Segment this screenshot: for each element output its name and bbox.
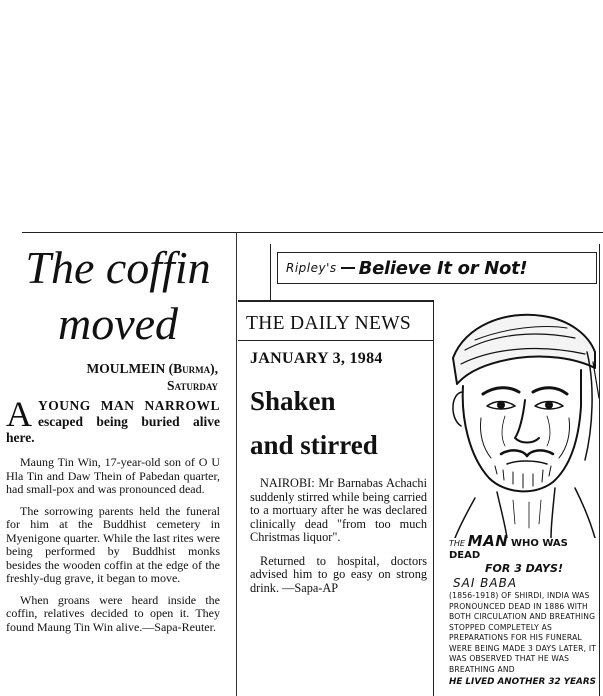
- article-paragraph: When groans were heard inside the coffin, relatives decided to open it. They found Maung Tin Win alive.—Sapa-Reuter.: [6, 592, 220, 634]
- masthead: THE DAILY NEWS: [246, 313, 412, 334]
- news-date: JANUARY 3, 1984: [250, 350, 383, 367]
- daily-news-article: [238, 300, 434, 696]
- news-paragraph: NAIROBI: Mr Barnabas Achachi suddenly stirred while being carried to a mortuary after he was declared clinically dead "from too much Christmas liquor".: [250, 476, 427, 544]
- masthead-rule: [238, 340, 433, 341]
- ripley-title: Believe It or Not!: [358, 257, 528, 279]
- caption-man: MAN: [467, 532, 509, 550]
- lead-upper: YOUNG MAN NARROWL: [38, 398, 220, 413]
- column-rule: [236, 232, 237, 696]
- article-paragraph: The sorrowing parents held the funeral for him at the Buddhist cemetery in Myenigone quarter. While the last rites were being performed by Buddhist monks besides the wooden coffin at the edge of the freshly-dug grave, it began to move.: [6, 503, 220, 585]
- ripley-dash: [341, 267, 355, 269]
- lead-lower: escaped being buried alive here.: [6, 414, 220, 445]
- news-headline-line-2: and stirred: [250, 430, 378, 460]
- news-headline-line-1: Shaken: [250, 386, 336, 416]
- ripley-caption: [449, 532, 599, 688]
- caption-days: FOR 3 DAYS!: [485, 562, 563, 575]
- caption-body: (1856-1918) OF SHIRDI, INDIA WAS PRONOUNCED DEAD IN 1886 WITH BOTH CIRCULATION AND BREATHING STOPPED COMPLETELY AS PREPARATIONS FOR HIS FUNERAL WERE BEING MADE 3 DAYS LATER, IT WAS OBSERVED THAT HE WAS BREATHING AND: [449, 591, 597, 674]
- sai-baba-portrait-illustration: [435, 288, 599, 538]
- caption-name: SAI BABA: [453, 576, 518, 590]
- dateline: [0, 360, 218, 394]
- headline-line-1: The coffin: [25, 242, 211, 293]
- dateline-place: MOULMEIN (Burma),: [86, 361, 218, 376]
- coffin-article: [0, 240, 232, 634]
- article-paragraph: Maung Tin Win, 17-year-old son of O U Hla Tin and Daw Thein of Pabedan quarter, had small-pox and was pronounced dead.: [6, 455, 220, 496]
- dateline-day: Saturday: [166, 378, 218, 393]
- article-headline: [0, 240, 232, 352]
- caption-the: THE: [449, 539, 465, 548]
- ripley-logo: Ripley's: [286, 261, 337, 275]
- caption-dead: WHO WAS DEAD: [449, 538, 568, 561]
- news-headline: [250, 379, 429, 467]
- top-rule: [22, 232, 603, 233]
- news-paragraph: Returned to hospital, doctors advised him to go easy on strong drink. —Sapa-AP: [250, 553, 427, 595]
- lead-paragraph: [6, 394, 220, 446]
- drop-cap: A: [6, 394, 32, 434]
- ripley-header: [277, 252, 597, 284]
- headline-line-2: moved: [57, 298, 179, 349]
- caption-last: HE LIVED ANOTHER 32 YEARS: [449, 677, 596, 687]
